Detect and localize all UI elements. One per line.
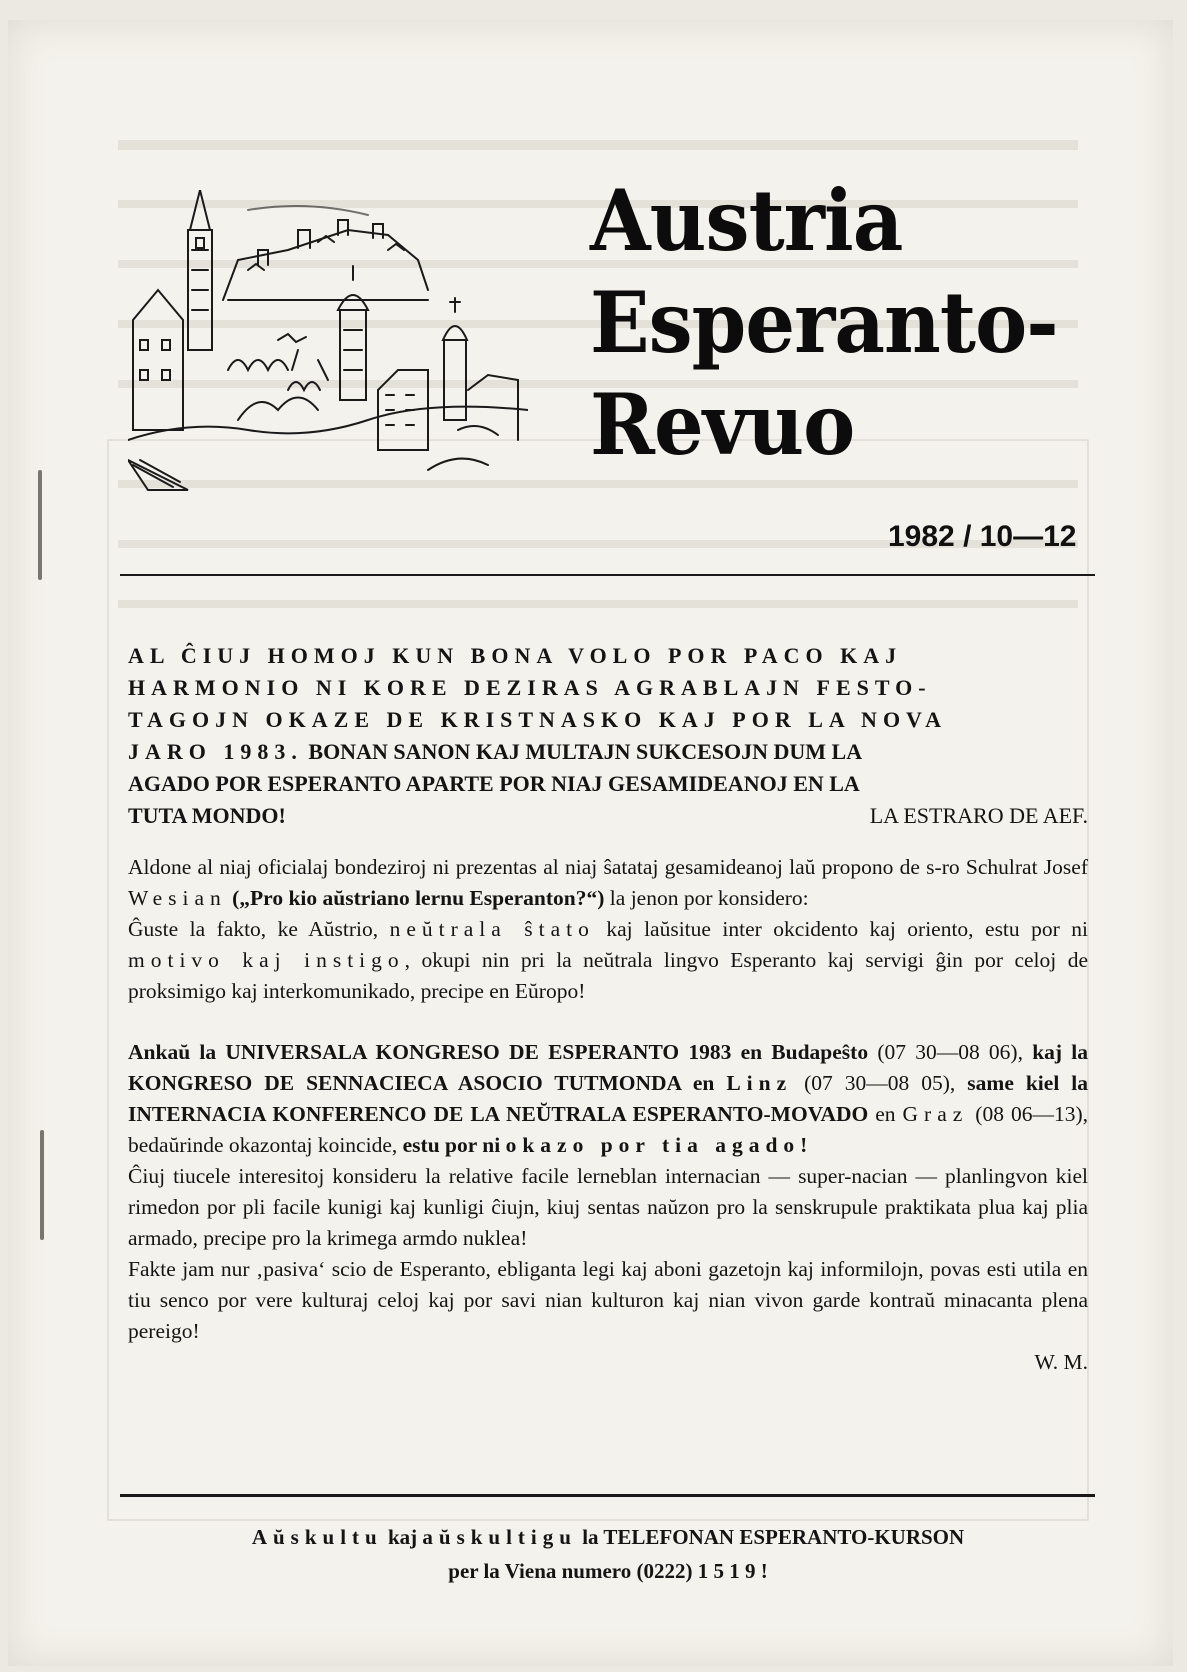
masthead-line-2: Esperanto- — [590, 273, 1058, 372]
dates-3: (08 06—13), bedaŭrinde okazontaj koincide, — [128, 1102, 1088, 1157]
greeting-line-1: AL ĈIUJ HOMOJ KUN BONA VOLO POR PACO KAJ — [128, 643, 903, 668]
magazine-page — [8, 20, 1173, 1666]
kaj-word: kaj — [382, 1525, 423, 1549]
kaj-la: kaj la — [1032, 1040, 1089, 1064]
greeting-signoff-row — [128, 800, 1088, 832]
motive-emphasis: motivo kaj instigo — [128, 948, 405, 972]
paragraph-2 — [128, 914, 1088, 1007]
staple-hole-bottom — [40, 1130, 44, 1240]
book-title: („Pro kio aŭstriano lernu Esperanton?“) — [232, 886, 605, 910]
masthead-line-1: Austria — [590, 171, 903, 270]
footer-divider — [120, 1494, 1095, 1497]
en-2: en — [680, 1071, 727, 1095]
paragraph-3 — [128, 1037, 1088, 1161]
greeting-year: JARO 1983. — [128, 739, 303, 764]
paragraph-5: Fakte jam nur ‚pasiva‘ scio de Esperanto, ebliganta legi kaj aboni gazetojn kaj informilojn, povas esti utila en tiu senco por vere kulturaj celoj kaj por savi nian kulturon kaj nian vivon garde kontraŭ minacanta plena pereigo! — [128, 1257, 1088, 1343]
paragraph-1-end: la jenon por konsidero: — [604, 886, 809, 910]
course-name: la TELEFONAN ESPERANTO-KURSON — [576, 1525, 965, 1549]
telephone-course-notice — [128, 1520, 1088, 1588]
footer-line-1 — [128, 1520, 1088, 1554]
city-budapest: Budapeŝto — [771, 1040, 869, 1064]
listen-word: Aŭskultu — [251, 1525, 383, 1549]
occasion-emphasis: okazo por tia agado! — [505, 1133, 814, 1157]
footer-line-2: per la Viena numero (0222) 1 5 1 9 ! — [448, 1559, 768, 1583]
article-body — [128, 852, 1088, 1378]
staple-hole-top — [38, 470, 42, 580]
dates-1: (07 30—08 06), — [868, 1040, 1033, 1064]
paragraph-1-text: Aldone al niaj oficialaj bondeziroj ni prezentas al niaj ŝatataj gesamideanoj laŭ propono de s-ro Schulrat Josef — [128, 855, 1088, 879]
city-graz: Graz — [902, 1102, 969, 1126]
greeting-line-6: TUTA MONDO! — [128, 803, 286, 828]
issue-number: 1982 / 10—12 — [888, 520, 1077, 553]
en-1: en — [731, 1040, 772, 1064]
greeting-line-2: HARMONIO NI KORE DEZIRAS AGRABLAJN FESTO- — [128, 675, 932, 700]
same-kiel: same kiel la — [967, 1071, 1088, 1095]
dates-2: (07 30—08 05), — [792, 1071, 968, 1095]
greeting-signature: LA ESTRARO DE AEF. — [869, 803, 1088, 828]
paragraph-2-middle: kaj laŭsitue inter okcidento kaj oriento, estu por ni — [594, 917, 1088, 941]
greeting-line-3: TAGOJN OKAZE DE KRISTNASKO KAJ POR LA NOVA — [128, 707, 947, 732]
listen2-word: aŭskultigu — [422, 1525, 577, 1549]
city-skyline-drawing-icon — [128, 190, 528, 510]
paragraph-1 — [128, 852, 1088, 914]
greeting-line-4-rest: BONAN SANON KAJ MULTAJN SUKCESOJN DUM LA — [308, 739, 863, 764]
neutral-state-emphasis: neŭtrala ŝtato — [389, 917, 595, 941]
paragraph-2-end: , okupi nin pri la neŭtrala lingvo Esperanto kaj servigi ĝin por celoj de proksimigo kaj interkomunikado, precipe en Eŭropo! — [128, 948, 1088, 1003]
paragraph-4: Ĉiuj tiucele interesitoj konsideru la relative facile lerneblan internacian — super-nacian — planlingvon kiel rimedon por pli facile kunigi kaj kunligi ĉiujn, kiuj sentas naŭzon pro la senskrupule praktikata plua kaj plia armado, precipe pro la krimega armdo nuklea! — [128, 1164, 1088, 1250]
paragraph-3-start: Ankaŭ la — [128, 1040, 226, 1064]
greeting-line-5: AGADO POR ESPERANTO APARTE POR NIAJ GESAMIDEANOJ EN LA — [128, 771, 860, 796]
header-divider — [120, 574, 1095, 576]
holiday-greeting — [128, 640, 1088, 832]
paragraph-gap — [128, 1007, 1088, 1037]
article-signature: W. M. — [1034, 1350, 1088, 1374]
masthead-title — [590, 170, 1074, 476]
sat-congress: KONGRESO DE SENNACIECA ASOCIO TUTMONDA — [128, 1071, 681, 1095]
en-3: en — [868, 1102, 903, 1126]
author-name: Wesian — [128, 886, 227, 910]
universal-congress: UNIVERSALA KONGRESO DE ESPERANTO 1983 — [225, 1040, 732, 1064]
masthead-line-3: Revuo — [590, 375, 855, 474]
greeting-line-4 — [128, 736, 1088, 768]
estu-por-ni: estu por ni — [402, 1133, 506, 1157]
city-linz: Linz — [726, 1071, 793, 1095]
international-conference: INTERNACIA KONFERENCO DE LA NEŬTRALA ESPERANTO-MOVADO — [128, 1102, 869, 1126]
paragraph-2-text: Ĝuste la fakto, ke Aŭstrio, — [128, 917, 390, 941]
